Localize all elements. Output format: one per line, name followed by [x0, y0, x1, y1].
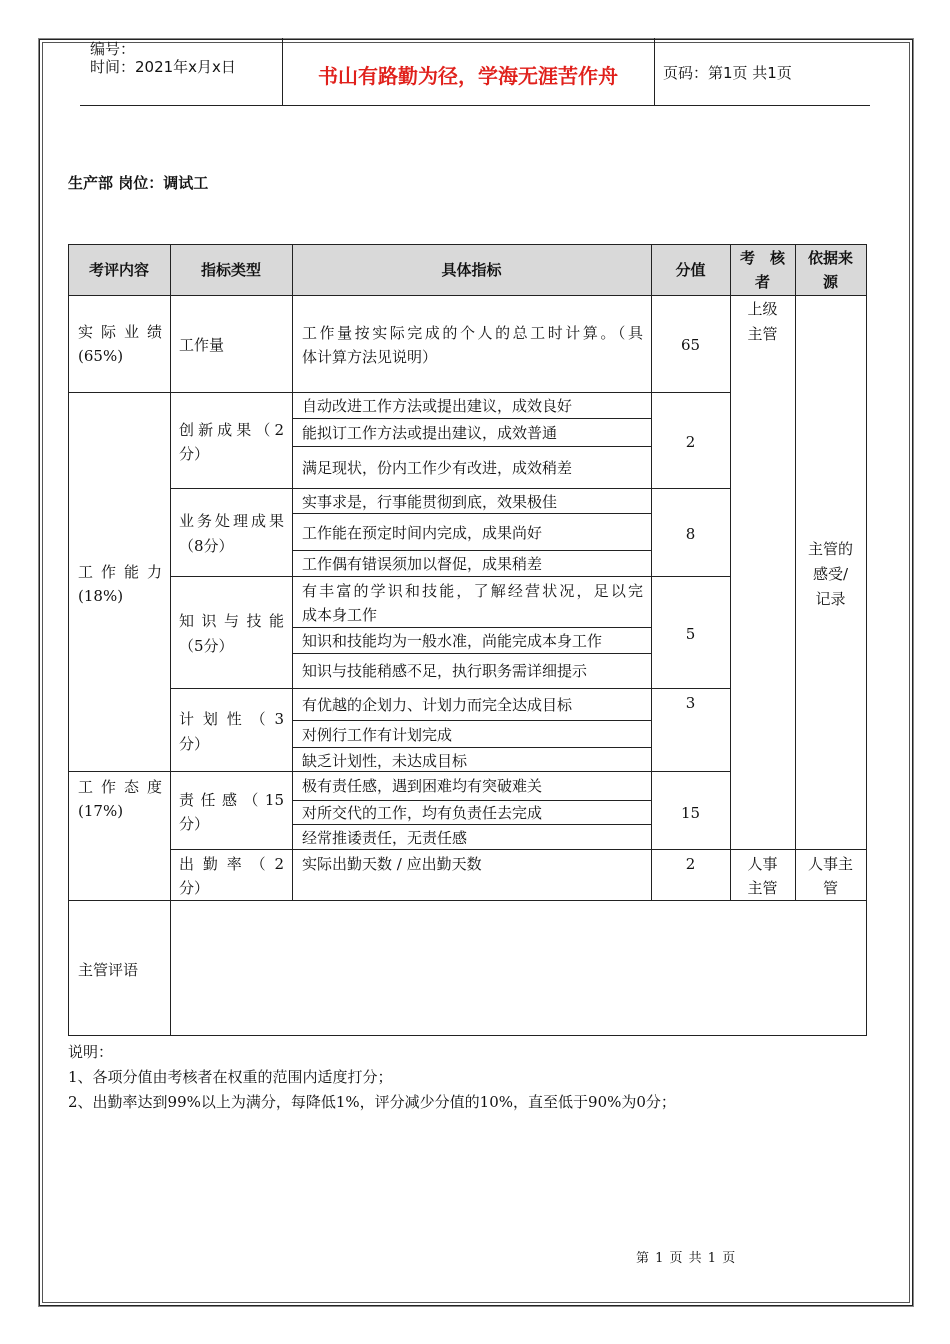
score-responsibility: 15: [680, 804, 701, 822]
supervisor-comment-label: 主管评语: [78, 961, 139, 979]
type-responsibility: 责 任 感 （ 15: [179, 791, 284, 809]
section-performance: 实 际 业 绩: [78, 323, 162, 341]
indicator-innovation-normal: 能拟订工作方法或提出建议，成效普通: [302, 424, 558, 442]
section-attitude-weight: (17%): [78, 802, 124, 820]
indicator-attendance: 实际出勤天数 / 应出勤天数: [302, 855, 482, 873]
indicator-responsibility-normal: 对所交代的工作，均有负责任去完成: [302, 804, 543, 822]
score-planning: 3: [685, 694, 696, 712]
indicator-responsibility-low: 经常推诿责任，无责任感: [302, 829, 468, 847]
page-footer: 第 1 页 共 1 页: [636, 1251, 737, 1266]
type-business: 业务处理成果: [179, 512, 284, 530]
document-header: [80, 38, 870, 106]
indicator-responsibility-high: 极有责任感，遇到困难均有突破难关: [302, 777, 543, 795]
header-specific-indicator: 具体指标: [441, 261, 502, 279]
indicator-workload: 工作量按实际完成的个人的总工时计算。（具: [302, 324, 643, 342]
section-ability: 工 作 能 力: [78, 563, 162, 581]
basis-supervisor: 主管的: [807, 540, 853, 558]
indicator-business-good: 工作能在预定时间内完成，成果尚好: [302, 524, 543, 542]
header-basis-line1: 依据来: [807, 249, 853, 267]
type-knowledge-line2: （5分）: [179, 637, 234, 655]
indicator-planning-routine: 对例行工作有计划完成: [302, 726, 453, 744]
type-attendance: 出 勤 率 （ 2: [179, 855, 284, 873]
basis-hr: 人事主: [807, 855, 853, 873]
header-left: [90, 40, 236, 76]
indicator-business-poor: 工作偶有错误须加以督促，成果稍差: [302, 555, 543, 573]
indicator-planning-excellent: 有优越的企划力、计划力而完全达成目标: [302, 696, 573, 714]
notes-item: 1、各项分值由考核者在权重的范围内适度打分；: [68, 1068, 393, 1086]
indicator-workload-line2: 体计算方法见说明）: [302, 348, 438, 366]
indicator-knowledge-poor: 知识与技能稍感不足，执行职务需详细提示: [302, 662, 588, 680]
section-performance-weight: (65%): [78, 347, 124, 365]
basis-supervisor-line2: 感受/: [812, 565, 849, 583]
assessor-hr-line2: 主管: [747, 879, 778, 897]
type-responsibility-line2: 分）: [179, 815, 210, 833]
header-assessor-line2: 者: [754, 273, 770, 291]
date-label: 时间：2021年x月x日: [90, 58, 236, 76]
notes-section: [68, 1040, 676, 1115]
type-business-line2: （8分）: [179, 537, 234, 555]
assessor-superior: 上级: [747, 300, 778, 318]
header-score: 分值: [675, 261, 706, 279]
score-attendance: 2: [685, 855, 696, 873]
header-evaluation-content: 考评内容: [88, 261, 149, 279]
basis-hr-line2: 管: [822, 879, 838, 897]
indicator-planning-poor: 缺乏计划性，未达成目标: [302, 752, 468, 770]
header-motto: 书山有路勤为径，学海无涯苦作舟: [318, 64, 618, 88]
type-planning: 计 划 性 （ 3: [179, 710, 284, 728]
score-workload: 65: [680, 336, 701, 354]
score-innovation: 2: [685, 433, 696, 451]
type-innovation: 创新成果（2: [179, 421, 284, 439]
indicator-innovation-good: 自动改进工作方法或提出建议，成效良好: [302, 397, 573, 415]
header-page-info: 页码：第1页 共1页: [663, 64, 792, 82]
score-business: 8: [685, 525, 696, 543]
type-attendance-line2: 分）: [179, 879, 210, 897]
header-indicator-type: 指标类型: [200, 261, 261, 279]
type-planning-line2: 分）: [179, 735, 210, 753]
section-ability-weight: (18%): [78, 587, 124, 605]
serial-label: 编号：: [90, 40, 136, 58]
header-basis-line2: 源: [822, 273, 838, 291]
indicator-knowledge-rich: 有丰富的学识和技能，了解经营状况，足以完: [302, 582, 643, 600]
department-position: 生产部 岗位：调试工: [68, 174, 209, 192]
basis-supervisor-line3: 记录: [815, 590, 846, 608]
evaluation-table: [68, 244, 867, 1036]
header-divider: [654, 38, 655, 105]
header-assessor-line1: 考 核: [739, 249, 785, 267]
indicator-innovation-poor: 满足现状，份内工作少有改进，成效稍差: [302, 459, 573, 477]
section-attitude: 工 作 态 度: [78, 778, 162, 796]
assessor-superior-line2: 主管: [747, 325, 778, 343]
notes-item: 2、出勤率达到99%以上为满分，每降低1%，评分减少分值的10%，直至低于90%为0分；: [68, 1093, 676, 1111]
indicator-knowledge-rich-line2: 成本身工作: [302, 606, 378, 624]
type-innovation-line2: 分）: [179, 445, 210, 463]
indicator-knowledge-normal: 知识和技能均为一般水准，尚能完成本身工作: [302, 632, 603, 650]
type-knowledge: 知 识 与 技 能: [179, 612, 284, 630]
type-workload: 工作量: [179, 336, 225, 354]
assessor-hr: 人事: [747, 855, 778, 873]
notes-title: 说明：: [68, 1043, 114, 1061]
score-knowledge: 5: [685, 625, 696, 643]
indicator-business-excellent: 实事求是，行事能贯彻到底，效果极佳: [302, 493, 558, 511]
